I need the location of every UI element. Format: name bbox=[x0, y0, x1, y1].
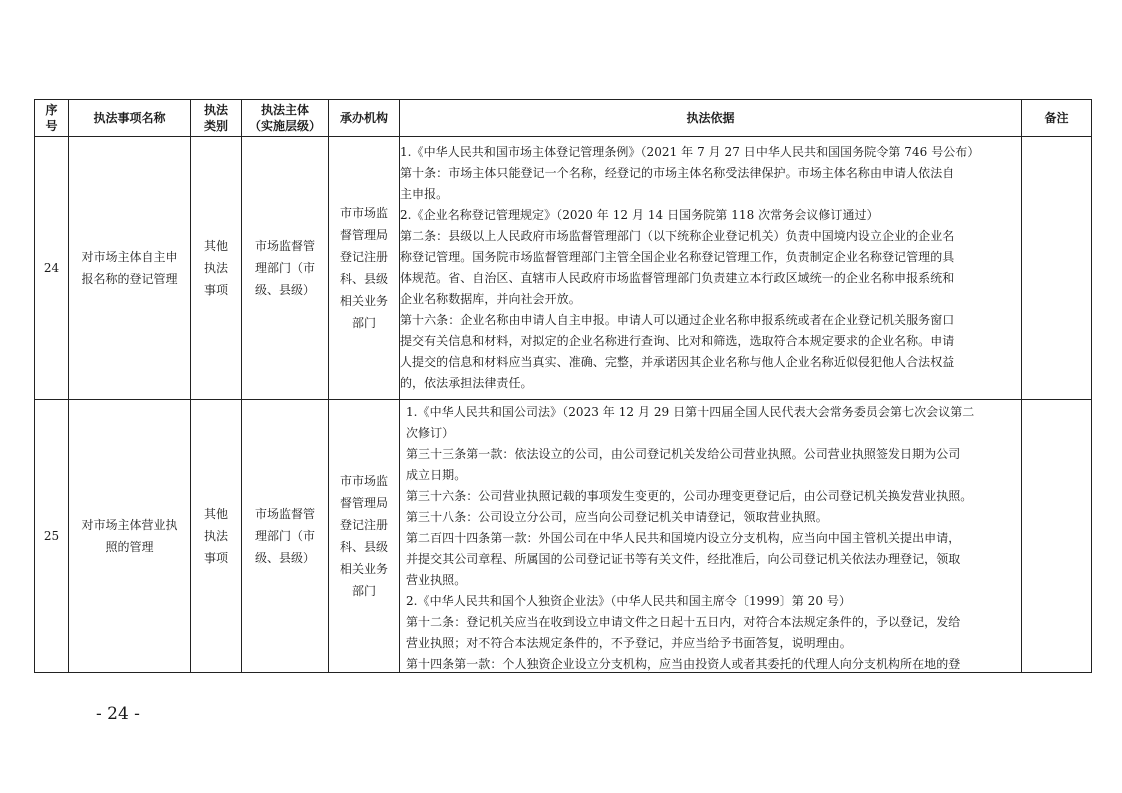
row-name bbox=[69, 137, 191, 400]
table-row bbox=[35, 400, 1092, 673]
row-name-line: 照的管理 bbox=[105, 540, 154, 554]
page-number: - 24 - bbox=[96, 704, 140, 724]
row-agency-line: 部门 bbox=[351, 584, 376, 598]
header-category bbox=[191, 100, 242, 137]
basis-line: 第十条：市场主体只能登记一个名称，经登记的市场主体名称受法律保护。市场主体名称由申请人依法自 bbox=[400, 166, 955, 180]
row-subject-line: 市场监督管 bbox=[254, 239, 315, 253]
row-agency-line: 部门 bbox=[351, 316, 376, 330]
header-agency: 承办机构 bbox=[329, 100, 400, 137]
basis-line: 称登记管理。国务院市场监督管理部门主管全国企业名称登记管理工作，负责制定企业名称登记管理的具 bbox=[400, 250, 955, 264]
row-subject-line: 市场监督管 bbox=[254, 507, 315, 521]
row-category bbox=[191, 400, 242, 673]
row-category-line: 执法 bbox=[203, 261, 228, 275]
header-name: 执法事项名称 bbox=[69, 100, 191, 137]
row-remark bbox=[1022, 137, 1092, 400]
row-agency bbox=[329, 400, 400, 673]
row-agency-line: 登记注册 bbox=[339, 518, 388, 532]
basis-line: 第二条：县级以上人民政府市场监督管理部门（以下统称企业登记机关）负责中国境内设立企业的企业名 bbox=[400, 229, 955, 243]
row-category bbox=[191, 137, 242, 400]
row-basis bbox=[400, 400, 1022, 673]
basis-line: 营业执照；对不符合本法规定条件的，不予登记，并应当给予书面答复，说明理由。 bbox=[406, 636, 852, 650]
row-agency-line: 相关业务 bbox=[339, 294, 388, 308]
basis-line: 体规范。省、自治区、直辖市人民政府市场监督管理部门负责建立本行政区域统一的企业名称申报系统和 bbox=[400, 271, 955, 285]
basis-line: 次修订） bbox=[406, 426, 455, 440]
basis-line: 第三十八条：公司设立分公司，应当向公司登记机关申请登记，领取营业执照。 bbox=[406, 510, 828, 524]
row-name bbox=[69, 400, 191, 673]
header-category-line2: 类别 bbox=[203, 119, 228, 133]
header-seq-line1: 序 bbox=[45, 103, 58, 117]
basis-line: 第十六条：企业名称由申请人自主申报。申请人可以通过企业名称申报系统或者在企业登记机关服务窗口 bbox=[400, 313, 955, 327]
row-name-line: 对市场主体营业执 bbox=[81, 518, 178, 532]
basis-line: 成立日期。 bbox=[406, 468, 467, 482]
row-category-line: 事项 bbox=[203, 283, 228, 297]
row-basis bbox=[400, 137, 1022, 400]
row-agency-line: 科、县级 bbox=[339, 272, 388, 286]
header-subject bbox=[242, 100, 329, 137]
basis-line: 1.《中华人民共和国市场主体登记管理条例》（2021 年 7 月 27 日中华人民共和国国务院令第 746 号公布） bbox=[400, 145, 980, 159]
basis-line: 第十四条第一款：个人独资企业设立分支机构，应当由投资人或者其委托的代理人向分支机构所在地的登 bbox=[406, 657, 961, 671]
row-agency-line: 市市场监 bbox=[339, 474, 388, 488]
basis-line: 第十二条：登记机关应当在收到设立申请文件之日起十五日内，对符合本法规定条件的，予以登记，发给 bbox=[406, 615, 961, 629]
basis-line: 第三十六条：公司营业执照记载的事项发生变更的，公司办理变更登记后，由公司登记机关换发营业执照。 bbox=[406, 489, 973, 503]
row-remark bbox=[1022, 400, 1092, 673]
row-agency-line: 登记注册 bbox=[339, 250, 388, 264]
row-subject-line: 级、县级） bbox=[254, 283, 315, 297]
basis-line: 的，依法承担法律责任。 bbox=[400, 376, 533, 390]
header-subject-line1: 执法主体 bbox=[260, 103, 309, 117]
row-category-line: 其他 bbox=[203, 239, 228, 253]
header-subject-line2: （实施层级） bbox=[248, 119, 321, 133]
enforcement-table bbox=[34, 99, 1092, 673]
basis-line: 企业名称数据库，并向社会开放。 bbox=[400, 292, 581, 306]
header-row bbox=[35, 100, 1092, 137]
basis-line: 主申报。 bbox=[400, 187, 449, 201]
basis-line: 人提交的信息和材料应当真实、准确、完整，并承诺因其企业名称与他人企业名称近似侵犯他人合法权益 bbox=[400, 355, 955, 369]
row-subject bbox=[242, 137, 329, 400]
row-subject-line: 理部门（市 bbox=[254, 261, 315, 275]
row-category-line: 事项 bbox=[203, 551, 228, 565]
row-name-line: 对市场主体自主申 bbox=[81, 250, 178, 264]
row-name-line: 报名称的登记管理 bbox=[81, 272, 178, 286]
row-category-line: 执法 bbox=[203, 529, 228, 543]
header-remark: 备注 bbox=[1022, 100, 1092, 137]
header-basis: 执法依据 bbox=[400, 100, 1022, 137]
basis-clip bbox=[400, 400, 1021, 672]
header-seq-line2: 号 bbox=[45, 119, 58, 133]
header-seq bbox=[35, 100, 69, 137]
basis-line: 1.《中华人民共和国公司法》（2023 年 12 月 29 日第十四届全国人民代表大会常务委员会第七次会议第二 bbox=[406, 405, 975, 419]
table-row bbox=[35, 137, 1092, 400]
basis-line: 营业执照。 bbox=[406, 573, 467, 587]
basis-line: 提交有关信息和材料，对拟定的企业名称进行查询、比对和筛选，选取符合本规定要求的企业名称。申请 bbox=[400, 334, 955, 348]
row-subject bbox=[242, 400, 329, 673]
row-agency-line: 科、县级 bbox=[339, 540, 388, 554]
row-agency-line: 市市场监 bbox=[339, 206, 388, 220]
row-seq: 25 bbox=[35, 400, 69, 673]
row-category-line: 其他 bbox=[203, 507, 228, 521]
basis-line: 第二百四十四条第一款：外国公司在中华人民共和国境内设立分支机构，应当向中国主管机关提出申请， bbox=[406, 531, 961, 545]
row-subject-line: 级、县级） bbox=[254, 551, 315, 565]
basis-line: 第三十三条第一款：依法设立的公司，由公司登记机关发给公司营业执照。公司营业执照签发日期为公司 bbox=[406, 447, 961, 461]
row-agency-line: 督管理局 bbox=[339, 496, 388, 510]
row-seq: 24 bbox=[35, 137, 69, 400]
row-agency bbox=[329, 137, 400, 400]
basis-line: 2.《企业名称登记管理规定》（2020 年 12 月 14 日国务院第 118 次常务会议修订通过） bbox=[400, 208, 879, 222]
header-category-line1: 执法 bbox=[203, 103, 228, 117]
row-subject-line: 理部门（市 bbox=[254, 529, 315, 543]
basis-line: 2.《中华人民共和国个人独资企业法》（中华人民共和国主席令〔1999〕第 20 号） bbox=[406, 594, 851, 608]
row-agency-line: 相关业务 bbox=[339, 562, 388, 576]
row-agency-line: 督管理局 bbox=[339, 228, 388, 242]
basis-line: 并提交其公司章程、所属国的公司登记证书等有关文件，经批准后，向公司登记机关依法办理登记，领取 bbox=[406, 552, 961, 566]
